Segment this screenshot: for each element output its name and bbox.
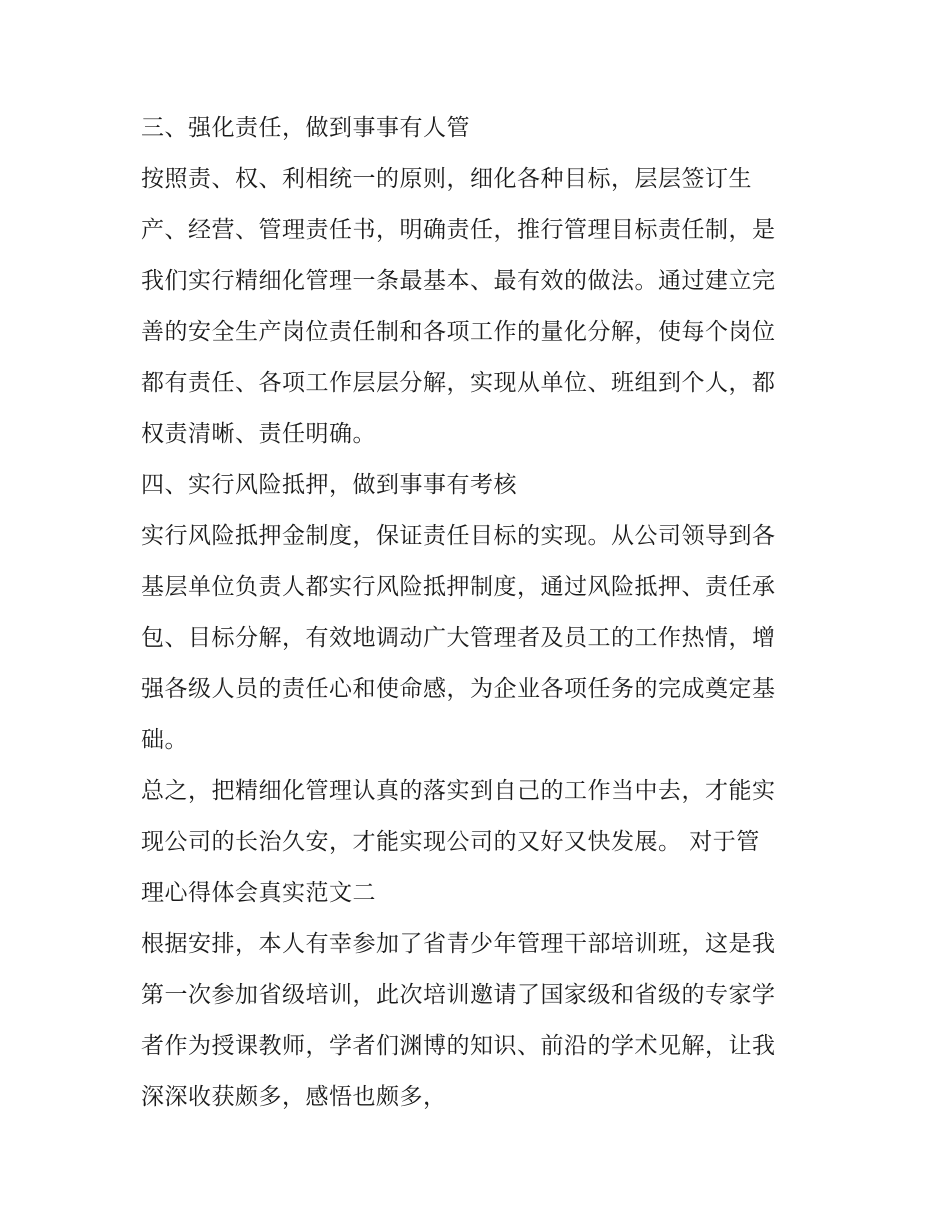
text-line: 产、经营、管理责任书，明确责任，推行管理目标责任制，是 (141, 217, 776, 243)
text-line: 现公司的长治久安，才能实现公司的又好又快发展。 对于管 (141, 829, 760, 855)
text-line: 包、目标分解，有效地调动广大管理者及员工的工作热情，增 (141, 625, 776, 651)
text-line: 都有责任、各项工作层层分解，实现从单位、班组到个人，都 (141, 370, 776, 396)
document-page (141, 108, 821, 1128)
text-line: 基层单位负责人都实行风险抵押制度，通过风险抵押、责任承 (141, 574, 776, 600)
text-line: 强各级人员的责任心和使命感，为企业各项任务的完成奠定基 (141, 676, 776, 702)
text-line: 第一次参加省级培训，此次培训邀请了国家级和省级的专家学 (141, 982, 776, 1008)
text-line: 总之，把精细化管理认真的落实到自己的工作当中去，才能实 (141, 778, 776, 804)
heading-section-4: 四、实行风险抵押，做到事事有考核 (141, 472, 517, 498)
text-line: 权责清晰、责任明确。 (141, 421, 376, 447)
text-line: 理心得体会真实范文二 (141, 880, 376, 906)
text-line: 实行风险抵押金制度，保证责任目标的实现。从公司领导到各 (141, 523, 776, 549)
text-line: 我们实行精细化管理一条最基本、最有效的做法。通过建立完 (141, 268, 776, 294)
text-line: 按照责、权、利相统一的原则，细化各种目标，层层签订生 (141, 166, 752, 192)
heading-section-3: 三、强化责任，做到事事有人管 (141, 115, 470, 141)
text-line: 者作为授课教师，学者们渊博的知识、前沿的学术见解，让我 (141, 1033, 776, 1059)
text-line: 础。 (141, 727, 188, 753)
text-line: 善的安全生产岗位责任制和各项工作的量化分解，使每个岗位 (141, 319, 776, 345)
text-line: 根据安排，本人有幸参加了省青少年管理干部培训班，这是我 (141, 931, 776, 957)
text-line: 深深收获颇多，感悟也颇多， (141, 1084, 447, 1110)
